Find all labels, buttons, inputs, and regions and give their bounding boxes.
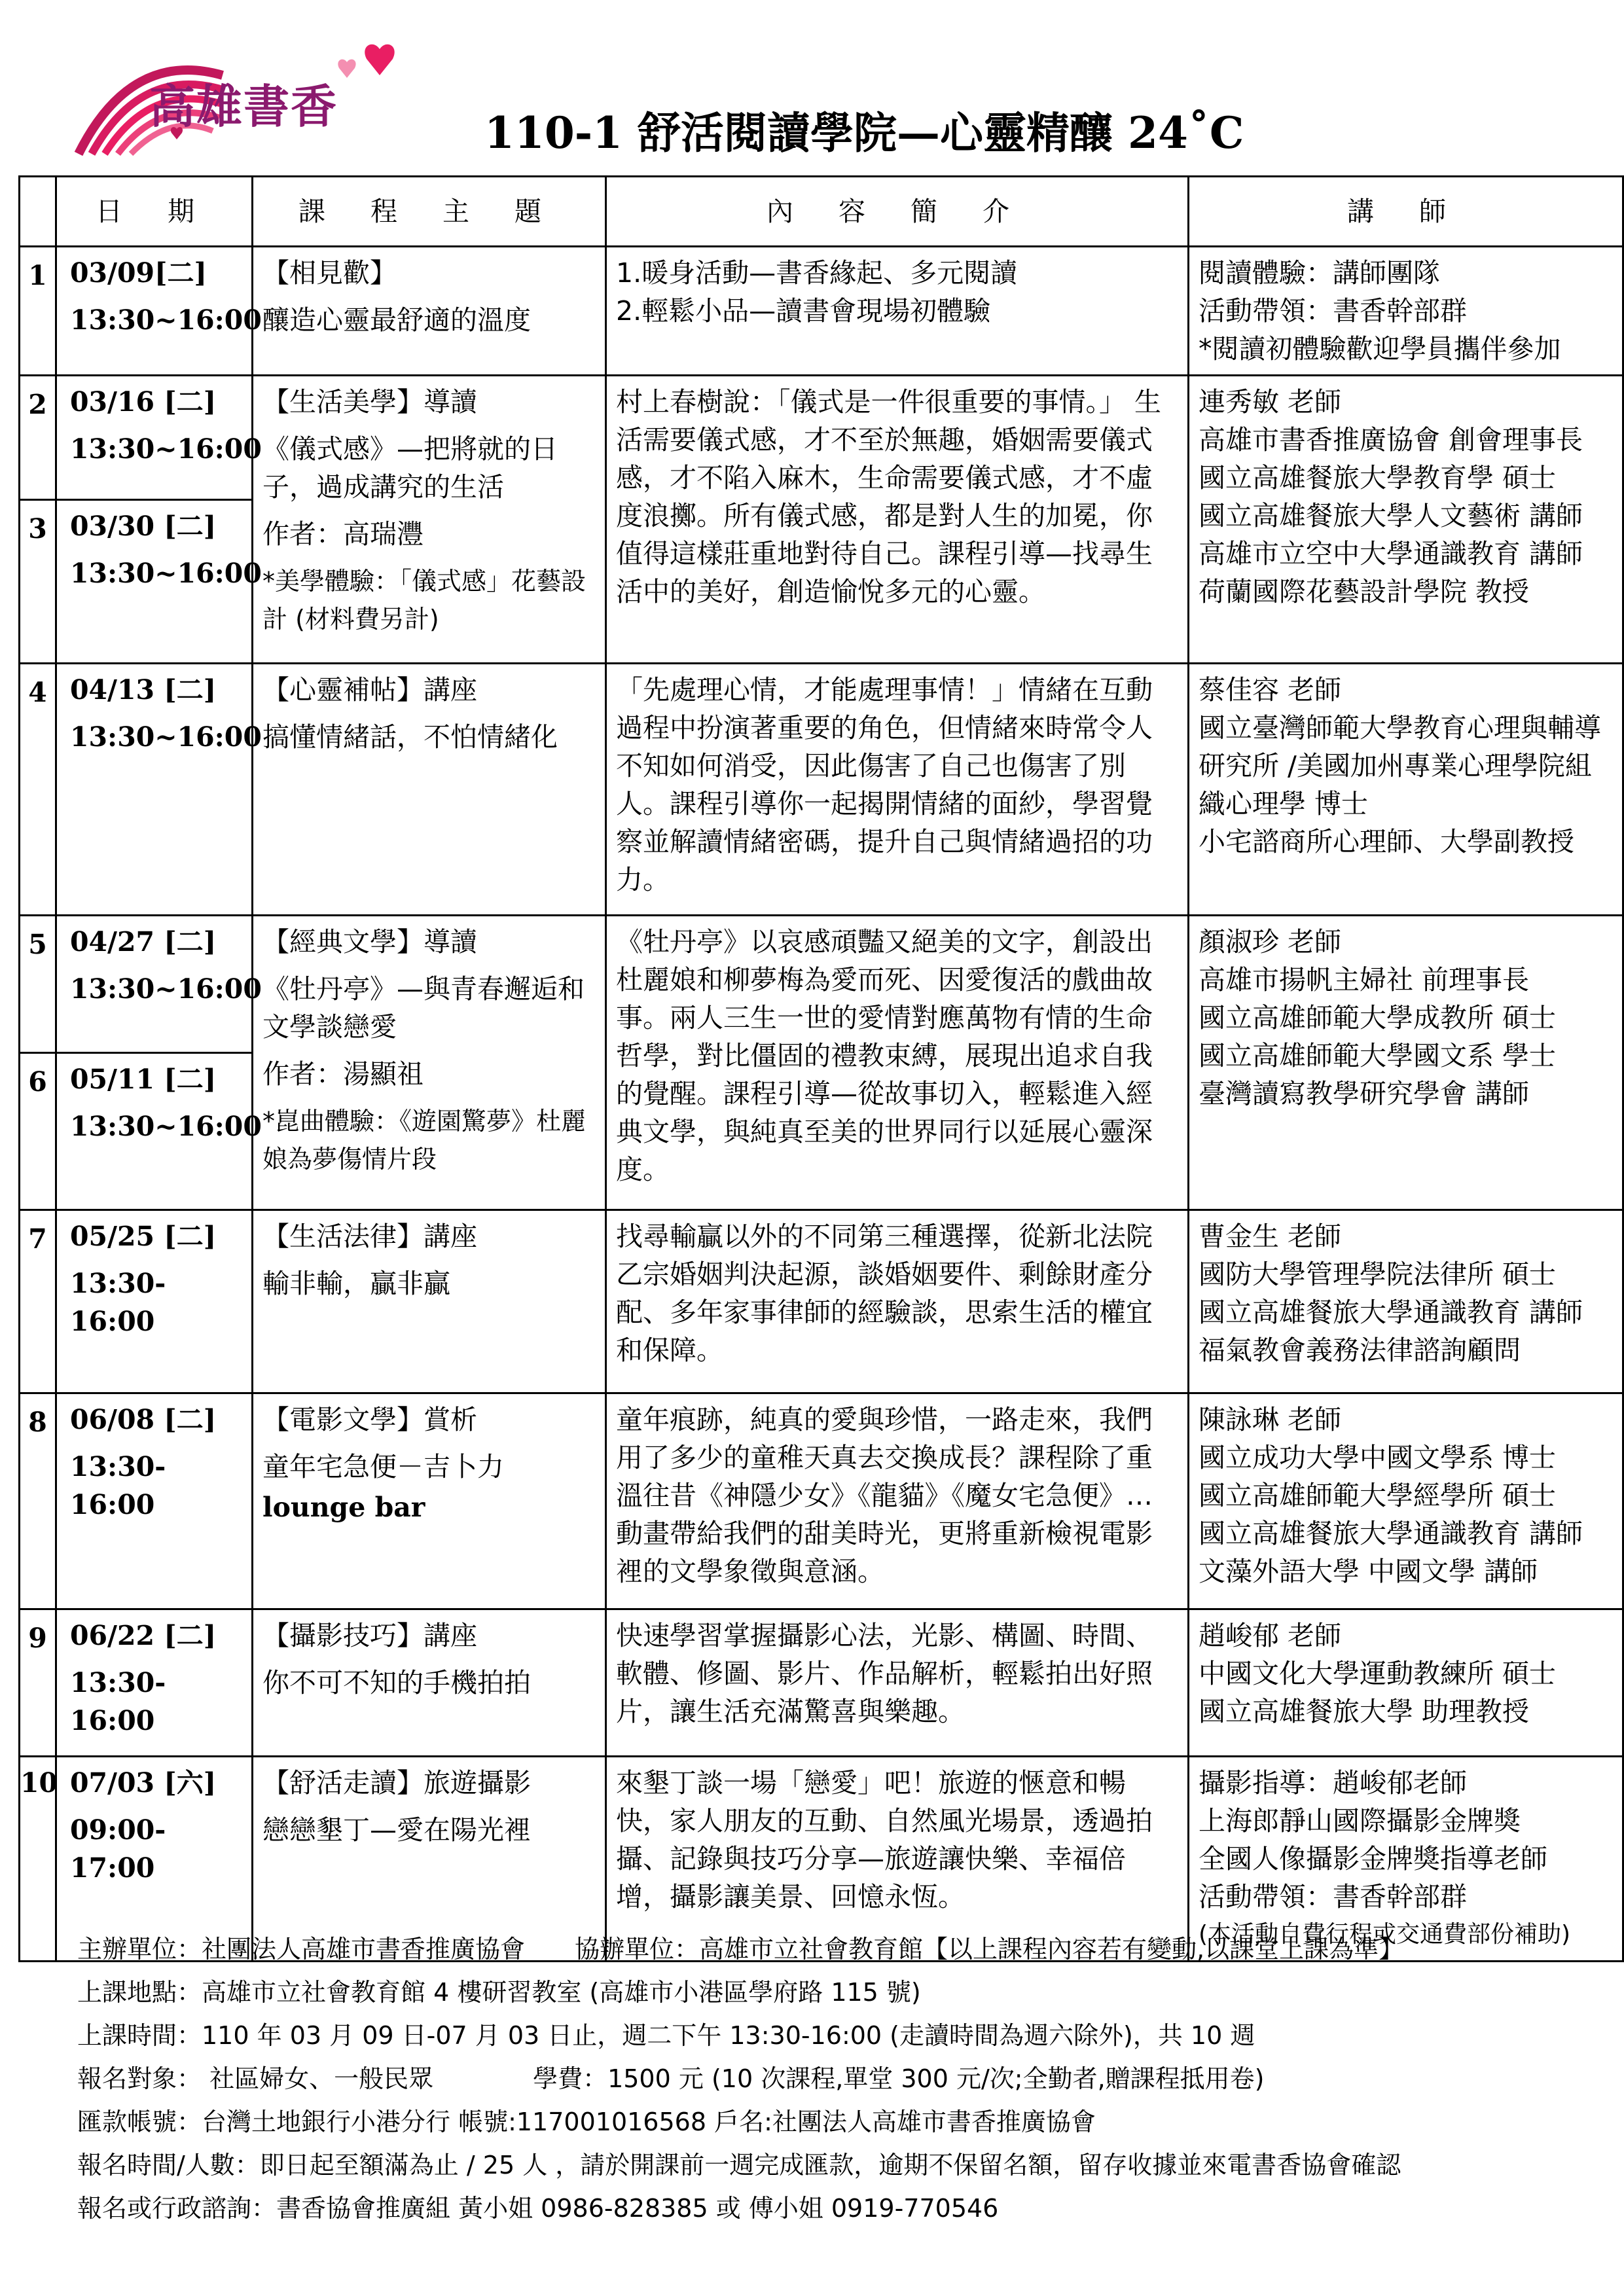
time: 13:30~16:00 [70, 973, 262, 1005]
topic-cell [253, 1393, 606, 1609]
table-row [20, 247, 1623, 376]
date-cell [56, 1210, 253, 1393]
teacher-line: 國立臺灣師範大學教育心理與輔導研究所 /美國加州專業心理學院組織心理學 博士 [1199, 712, 1601, 819]
teacher-line: 國立高雄餐旅大學通識教育 講師 [1199, 1297, 1583, 1328]
teacher-line: 國立高雄餐旅大學教育學 碩士 [1199, 462, 1557, 493]
teacher-line: 蔡佳容 老師 [1199, 674, 1342, 706]
footer-organizer: 主辦單位：社團法人高雄市書香推廣協會 協辦單位：高雄市立社會教育館【以上課程內容若有變動,以課堂上課為準】 [77, 1935, 1404, 1964]
row-number: 4 [20, 664, 56, 916]
footer-registration: 報名時間/人數：即日起至額滿為止 / 25 人 ，請於開課前一週完成匯款，逾期不保留名額，留存收據並來電書香協會確認 [77, 2151, 1401, 2179]
topic-cell [253, 1210, 606, 1393]
topic-subtitle: 你不可不知的手機拍拍 [262, 1667, 531, 1698]
topic-note: *崑曲體驗：《遊園驚夢》杜麗娘為夢傷情片段 [262, 1107, 586, 1174]
row-number: 9 [20, 1609, 56, 1757]
teacher-line: 活動帶領：書香幹部群 [1199, 295, 1467, 327]
topic-subtitle: 戀戀墾丁—愛在陽光裡 [262, 1814, 531, 1846]
date-cell [56, 1393, 253, 1609]
teacher-line: 陳詠琳 老師 [1199, 1404, 1342, 1435]
time: 13:30~16:00 [70, 721, 262, 753]
teacher-line: 國立高雄餐旅大學通識教育 講師 [1199, 1518, 1583, 1549]
date-cell [56, 247, 262, 376]
topic-title: 【心靈補帖】講座 [262, 674, 477, 706]
teacher-line: 福氣教會義務法律諮詢顧問 [1199, 1335, 1521, 1366]
date: 03/09[二] [70, 257, 207, 289]
row-number: 8 [20, 1393, 56, 1609]
date-cell [56, 664, 262, 916]
topic-note: *美學體驗：「儀式感」花藝設計 (材料費另計) [262, 567, 586, 634]
teacher-cell [1189, 916, 1623, 1210]
topic-subtitle: 童年宅急便－吉卜力 [262, 1451, 504, 1482]
content-cell: 《牡丹亭》以哀感頑豔又絕美的文字，創設出杜麗娘和柳夢梅為愛而死、因愛復活的戲曲故事。兩人三生一世的愛情對應萬物有情的生命哲學，對比僵固的禮教束縛，展現出追求自我的覺醒。課程引導—從故事切入，輕鬆進入經典文學，與純真至美的世界同行以延展心靈深度。 [606, 916, 1189, 1210]
teacher-line: 國立高雄餐旅大學人文藝術 講師 [1199, 500, 1583, 531]
column-header-content: 內 容 簡 介 [606, 177, 1189, 247]
date: 06/22 [二] [70, 1620, 217, 1651]
teacher-line: 活動帶領：書香幹部群 [1199, 1881, 1467, 1912]
date: 04/27 [二] [70, 926, 217, 958]
teacher-line: 上海郎靜山國際攝影金牌獎 [1199, 1805, 1521, 1837]
content-line: 2.輕鬆小品—讀書會現場初體驗 [616, 295, 991, 327]
content-cell: 快速學習掌握攝影心法，光影、構圖、時間、軟體、修圖、影片、作品解析，輕鬆拍出好照片，讓生活充滿驚喜與樂趣。 [606, 1609, 1189, 1757]
teacher-line: 國立高雄師範大學成教所 碩士 [1199, 1002, 1557, 1033]
time: 13:30~16:00 [70, 558, 262, 589]
table-header-row [20, 177, 1623, 247]
row-number: 7 [20, 1210, 56, 1393]
date: 05/11 [二] [70, 1064, 217, 1095]
footer-info [77, 1928, 1403, 2230]
time: 13:30~16:00 [70, 433, 262, 465]
topic-title: 【生活法律】講座 [262, 1221, 477, 1252]
date-cell [56, 500, 262, 664]
date: 04/13 [二] [70, 674, 217, 706]
teacher-cell [1189, 247, 1623, 376]
teacher-line: 中國文化大學運動教練所 碩士 [1199, 1658, 1557, 1689]
footer-contact: 報名或行政諮詢：書香協會推廣組 黃小姐 0986-828385 或 傅小姐 0919-770546 [77, 2194, 999, 2223]
footer-schedule: 上課時間：110 年 03 月 09 日-07 月 03 日止，週二下午 13:30-16:00 (走讀時間為週六除外)，共 10 週 [77, 2021, 1255, 2050]
teacher-cell [1189, 1609, 1623, 1757]
date-cell [56, 916, 262, 1053]
footer-fee: 報名對象： 社區婦女、一般民眾 學費：1500 元 (10 次課程,單堂 300 元/次;全勤者,贈課程抵用卷) [77, 2064, 1265, 2093]
topic-subtitle: 《牡丹亭》—與青春邂逅和文學談戀愛 [262, 973, 585, 1043]
topic-cell [253, 247, 606, 376]
row-number: 5 [20, 916, 56, 1053]
footer-location: 上課地點：高雄市立社會教育館 4 樓研習教室 (高雄市小港區學府路 115 號) [77, 1978, 921, 2007]
table-row [20, 1393, 1623, 1609]
teacher-line: 曹金生 老師 [1199, 1221, 1342, 1252]
date-cell [56, 1609, 253, 1757]
teacher-line: 顏淑珍 老師 [1199, 926, 1342, 958]
teacher-line: 國防大學管理學院法律所 碩士 [1199, 1259, 1557, 1290]
teacher-line: 全國人像攝影金牌獎指導老師 [1199, 1843, 1547, 1874]
teacher-line: 荷蘭國際花藝設計學院 教授 [1199, 576, 1530, 607]
teacher-line: 高雄市揚帆主婦社 前理事長 [1199, 964, 1530, 996]
date: 06/08 [二] [70, 1404, 217, 1435]
teacher-line: 攝影指導：趙峻郁老師 [1199, 1767, 1467, 1799]
topic-cell [253, 916, 606, 1210]
teacher-line: 國立成功大學中國文學系 博士 [1199, 1442, 1557, 1473]
date: 07/03 [六] [70, 1767, 217, 1799]
content-cell [606, 247, 1189, 376]
date: 03/30 [二] [70, 511, 217, 542]
time: 13:30~16:00 [70, 1111, 262, 1142]
teacher-line: 閱讀體驗：講師團隊 [1199, 257, 1440, 289]
topic-cell [253, 664, 606, 916]
teacher-line: 國立高雄餐旅大學 助理教授 [1199, 1696, 1530, 1727]
topic-title: 【生活美學】導讀 [262, 386, 477, 418]
topic-cell [253, 1609, 606, 1757]
topic-title: 【經典文學】導讀 [262, 926, 477, 958]
row-number: 6 [20, 1053, 56, 1210]
row-number: 2 [20, 376, 56, 500]
content-cell: 「先處理心情，才能處理事情！」情緒在互動過程中扮演著重要的角色，但情緒來時常令人不知如何消受，因此傷害了自己也傷害了別人。課程引導你一起揭開情緒的面紗，學習覺察並解讀情緒密碼，提升自己與情緒過招的功力。 [606, 664, 1189, 916]
table-row [20, 664, 1623, 916]
footer-bank-account: 匯款帳號：台灣土地銀行小港分行 帳號:117001016568 戶名:社團法人高雄市書香推廣協會 [77, 2108, 1096, 2136]
teacher-note: (本活動自費行程或交通費部份補助) [1199, 1921, 1571, 1948]
time: 13:30-16:00 [70, 1451, 166, 1520]
topic-subtitle: 輸非輸，贏非贏 [262, 1268, 450, 1299]
teacher-line: *閱讀初體驗歡迎學員攜伴參加 [1199, 333, 1561, 365]
topic-subtitle: 《儀式感》—把將就的日子，過成講究的生活 [262, 433, 558, 503]
table-row [20, 916, 1623, 1053]
topic-author: 作者：高瑞灃 [262, 518, 424, 550]
column-header-topic: 課 程 主 題 [253, 177, 606, 247]
row-number: 3 [20, 500, 56, 664]
teacher-line: 小宅諮商所心理師、大學副教授 [1199, 826, 1574, 857]
date: 03/16 [二] [70, 386, 217, 418]
content-cell: 村上春樹說：「儀式是一件很重要的事情。」 生活需要儀式感，才不至於無趣，婚姻需要儀式感，才不陷入麻木，生命需要儀式感，才不虛度浪擲。所有儀式感，都是對人生的加冕，你值得這樣莊重地對待自己。課程引導—找尋生活中的美好，創造愉悅多元的心靈。 [606, 376, 1189, 664]
content-cell: 童年痕跡，純真的愛與珍惜，一路走來，我們用了多少的童稚天真去交換成長？課程除了重溫往昔《神隱少女》《龍貓》《魔女宅急便》…動畫帶給我們的甜美時光，更將重新檢視電影裡的文學象徵與意涵。 [606, 1393, 1189, 1609]
row-number: 10 [20, 1757, 56, 1962]
teacher-line: 國立高雄師範大學經學所 碩士 [1199, 1480, 1557, 1511]
topic-cell [253, 376, 606, 664]
column-header-date: 日 期 [56, 177, 253, 247]
table-row [20, 376, 1623, 500]
row-number: 1 [20, 247, 56, 376]
logo [72, 36, 412, 160]
time: 13:30~16:00 [70, 304, 262, 336]
teacher-cell [1189, 1210, 1623, 1393]
teacher-line: 趙峻郁 老師 [1199, 1620, 1342, 1651]
content-line: 1.暖身活動—書香緣起、多元閱讀 [616, 257, 1018, 289]
topic-title: 【舒活走讀】旅遊攝影 [262, 1767, 531, 1799]
column-header-teacher: 講 師 [1189, 177, 1623, 247]
topic-title: 【攝影技巧】講座 [262, 1620, 477, 1651]
topic-title: 【相見歡】 [262, 257, 397, 289]
time: 13:30-16:00 [70, 1268, 166, 1337]
date: 05/25 [二] [70, 1221, 217, 1252]
topic-author: 作者：湯顯祖 [262, 1058, 424, 1090]
teacher-line: 文藻外語大學 中國文學 講師 [1199, 1556, 1538, 1587]
logo-text: 高雄書香 [149, 80, 338, 134]
teacher-line: 高雄市立空中大學通識教育 講師 [1199, 538, 1583, 569]
topic-title: 【電影文學】賞析 [262, 1404, 477, 1435]
teacher-line: 臺灣讀寫教學研究學會 講師 [1199, 1078, 1530, 1109]
topic-subtitle: 搞懂情緒話，不怕情緒化 [262, 721, 558, 753]
teacher-line: 連秀敏 老師 [1199, 386, 1342, 418]
page-header [0, 0, 1624, 177]
teacher-cell [1189, 376, 1623, 664]
teacher-cell [1189, 1393, 1623, 1609]
page-title: 110-1 舒活閱讀學院—心靈精釀 24˚C [484, 107, 1244, 158]
teacher-line: 高雄市書香推廣協會 創會理事長 [1199, 424, 1583, 456]
time: 13:30-16:00 [70, 1667, 166, 1736]
teacher-cell [1189, 664, 1623, 916]
topic-subtitle: lounge bar [262, 1492, 425, 1523]
time: 09:00-17:00 [70, 1814, 166, 1884]
schedule-table [18, 175, 1624, 1962]
content-cell: 找尋輸贏以外的不同第三種選擇，從新北法院乙宗婚姻判決起源，談婚姻要件、剩餘財產分配、多年家事律師的經驗談，思索生活的權宜和保障。 [606, 1210, 1189, 1393]
content-cell: 來墾丁談一場「戀愛」吧！旅遊的愜意和暢快，家人朋友的互動、自然風光場景，透過拍攝、記錄與技巧分享—旅遊讓快樂、幸福倍增，攝影讓美景、回憶永恆。 [606, 1757, 1189, 1962]
table-row [20, 1210, 1623, 1393]
teacher-line: 國立高雄師範大學國文系 學士 [1199, 1040, 1557, 1071]
topic-subtitle: 釀造心靈最舒適的溫度 [262, 304, 531, 336]
date-cell [56, 1053, 262, 1210]
date-cell [56, 376, 262, 500]
table-row [20, 1609, 1623, 1757]
